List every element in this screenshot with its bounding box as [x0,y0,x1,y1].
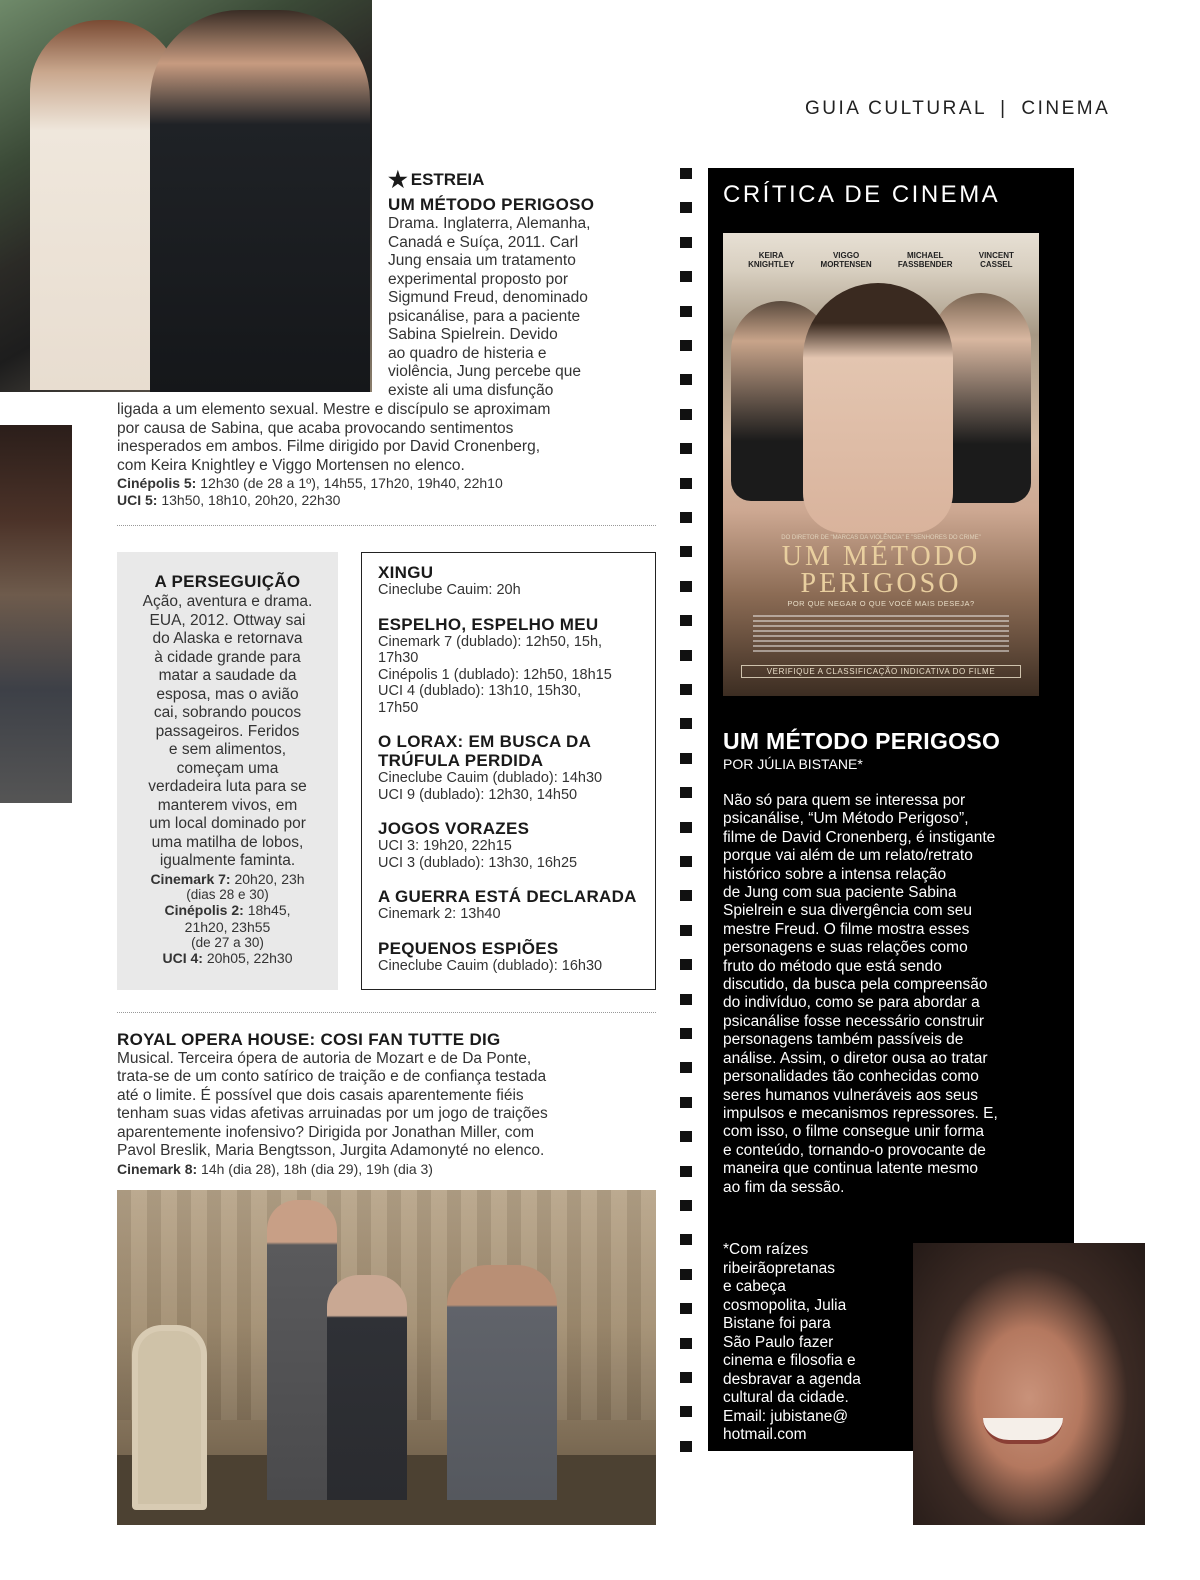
session-times: 12h30 (de 28 a 1º), 14h55, 17h20, 19h40, 22h10 [200,475,503,491]
film-perforation [680,202,692,213]
poster-director-line: DO DIRETOR DE "MARCAS DA VIOLÊNCIA" E "SENHORES DO CRIME" [781,535,981,541]
opera-title: ROYAL OPERA HOUSE: COSI FAN TUTTE DIG [117,1030,501,1049]
photo-perseguicao-crop [0,425,72,803]
listing-item [378,615,655,717]
listing-item [378,563,655,599]
poster-actor: KEIRA KNIGHTLEY [748,251,795,269]
listing-line: Cineclube Cauim (dublado): 16h30 [378,957,603,974]
listing-line: UCI 4 (dublado): 13h10, 15h30, [378,683,582,699]
perseguicao-box [117,552,338,990]
synopsis-line: e sem alimentos, [168,741,287,758]
poster-credits-block [753,615,1009,655]
session-times: 14h (dia 28), 18h (dia 29), 19h (dia 3) [201,1160,433,1177]
listing-line: Cinemark 2: 13h40 [378,906,501,922]
section-header [805,98,1110,120]
film-perforation [680,581,692,592]
listing-title: O LORAX: EM BUSCA DA [378,732,592,751]
author-note: *Com raízes ribeirãopretanas e cabeça cosmopolita, Julia Bistane foi para São Paulo fazer cinema e filosofia e desbravar a agenda cultural da cidade. Email: jubistane@ hotmail.com [723,1241,861,1443]
session-note: (dias 28 e 30) [186,887,269,902]
session-venue: UCI 5: [117,491,158,508]
review-byline: POR JÚLIA BISTANE* [723,756,863,772]
poster-actor: MICHAEL FASSBENDER [897,251,953,269]
poster-tagline: POR QUE NEGAR O QUE VOCÊ MAIS DESEJA? [787,599,975,608]
estreia-label [388,167,485,192]
listing-line: UCI 9 (dublado): 12h30, 14h50 [378,786,578,803]
session-venue: UCI 4: [162,950,203,966]
synopsis-line: violência, Jung percebe que [388,363,582,380]
film-perforation [680,994,692,1005]
listing-item [378,887,655,923]
synopsis-line: trata-se de um conto satírico de traição e de confiança testada [117,1068,547,1085]
session-times: 21h20, 23h55 [184,918,271,935]
listing-title: TRÚFULA PERDIDA [378,751,544,770]
synopsis-line: existe ali uma disfunção [388,381,554,399]
section-name: GUIA CULTURAL [805,98,987,119]
film-perforation [680,1062,692,1073]
synopsis-line: Canadá e Suíça, 2011. Carl [388,233,579,251]
film-perforation [680,409,692,420]
synopsis-line: um local dominado por [149,815,306,832]
film-perforation [680,1406,692,1417]
film-perforation [680,684,692,695]
film-perforation [680,340,692,351]
synopsis-line: Drama. Inglaterra, Alemanha, [388,215,591,232]
film-perforation [680,1303,692,1314]
synopsis-line: Sigmund Freud, denominado [388,289,588,306]
perseguicao-title: A PERSEGUIÇÃO [154,572,301,591]
session-note: (de 27 a 30) [191,935,264,950]
estreia-synopsis-narrow [388,215,628,400]
film-perforation [680,959,692,970]
film-perforation [680,650,692,661]
synopsis-line: igualmente faminta. [159,852,296,869]
listing-line: UCI 3: 19h20, 22h15 [378,838,512,854]
opera-section [117,1031,637,1177]
synopsis-line: passageiros. Feridos [155,722,300,740]
synopsis-line: cai, sobrando poucos [153,704,302,721]
film-perforation [680,1234,692,1245]
session-venue: Cinépolis 5: [117,475,197,491]
synopsis-line: à cidade grande para [154,648,301,666]
star-icon: ★ [388,167,408,192]
synopsis-line: uma matilha de lobos, [151,833,304,851]
listing-title: JOGOS VORAZES [378,819,530,838]
film-perforation [680,1200,692,1211]
session-line [127,950,328,967]
session-times: 20h20, 23h [234,870,305,887]
listing-line: 17h50 [378,699,419,716]
dotted-divider [117,1012,656,1013]
listing-item [378,732,655,803]
listing-item [378,819,655,871]
film-perforation [680,1131,692,1142]
film-perforation [680,1338,692,1349]
session-venue: Cinemark 7: [150,870,231,887]
synopsis-line: tenham suas vidas afetivas arruinadas por um jogo de traições [117,1105,548,1122]
session-line [127,871,328,888]
poster-actor: VINCENT CASSEL [978,251,1014,269]
film-perforation [680,168,692,179]
listing-title: PEQUENOS ESPIÕES [378,938,559,958]
session-venue: Cinépolis 2: [164,902,244,918]
synopsis-line: manterem vivos, em [157,796,298,814]
film-perforation [680,1097,692,1108]
film-perforation [680,237,692,248]
synopsis-line: experimental proposto por [388,270,569,288]
synopsis-line: Musical. Terceira ópera de autoria de Mozart e de Da Ponte, [117,1049,532,1067]
film-perforation [680,753,692,764]
synopsis-line: Jung ensaia um tratamento [388,252,576,269]
review-title: UM MÉTODO PERIGOSO [723,728,1001,754]
film-perforation [680,615,692,626]
film-perforation [680,1028,692,1039]
synopsis-line: aparentemente inofensivo? Dirigida por Jonathan Miller, com [117,1123,535,1141]
listing-line: Cinépolis 1 (dublado): 12h50, 18h15 [378,666,612,683]
synopsis-line: do Alaska e retornava [152,630,303,647]
synopsis-line: com Keira Knightley e Viggo Mortensen no elenco. [117,456,465,474]
poster-rating-notice: VERIFIQUE A CLASSIFICAÇÃO INDICATIVA DO FILME [741,665,1021,678]
synopsis-line: inesperados em ambos. Filme dirigido por David Cronenberg, [117,438,541,455]
synopsis-line: Pavol Breslik, Maria Bengtsson, Jurgita Adamonyté no elenco. [117,1142,545,1159]
poster-figure [803,283,953,533]
film-perforation [680,718,692,729]
photo-jung-sabina [0,0,372,392]
perseguicao-schedule [127,871,328,967]
film-perforation [680,890,692,901]
review-kicker: CRÍTICA DE CINEMA [723,181,1001,208]
film-perforation [680,787,692,798]
subsection-name: CINEMA [1021,98,1111,119]
film-perforation [680,512,692,523]
synopsis-line: Ação, aventura e drama. [142,593,313,610]
synopsis-line: psicanálise, para a paciente [388,307,581,325]
synopsis-line: matar a saudade da [158,667,297,684]
estreia-title: UM MÉTODO PERIGOSO [388,195,595,214]
film-perforation [680,443,692,454]
film-perforation [680,478,692,489]
film-perforation [680,1441,692,1452]
movie-poster [723,233,1039,696]
photo-author [913,1243,1145,1525]
session-venue: Cinemark 8: [117,1160,198,1177]
film-perforation [680,546,692,557]
listing-line: Cineclube Cauim (dublado): 14h30 [378,770,603,786]
listing-item [378,939,655,975]
listing-line: Cineclube Cauim: 20h [378,582,521,598]
film-perforation [680,306,692,317]
synopsis-line: verdadeira luta para se [148,778,307,795]
listing-title: XINGU [378,563,434,582]
poster-title: UM MÉTODO PERIGOSO [781,541,981,599]
film-perforation [680,856,692,867]
perseguicao-synopsis [127,593,328,871]
synopsis-line: EUA, 2012. Ottway sai [149,611,306,629]
header-separator: | [1000,98,1008,119]
film-perforation [680,1269,692,1280]
session-line [127,902,328,919]
estreia-label-text: ESTREIA [410,170,485,189]
synopsis-line: Sabina Spielrein. Devido [388,326,558,343]
film-perforation [680,374,692,385]
synopsis-line: esposa, mas o avião [156,685,299,703]
synopsis-line: ao quadro de histeria e [388,344,547,362]
review-body: Não só para quem se interessa por psicanálise, “Um Método Perigoso”, filme de David Cronenberg, é instigante porque vai além de um relato/retrato histórico sobre a intensa relação de Jung com sua paciente Sabina Spielrein e sua divergência com seu mestre Freud. O filme mostra esses personagens e suas relações como fruto do método que está sendo discutido, da busca pela compreensão do indivíduo, como se para abordar a psicanálise fosse necessário construir personagens também passíveis de análise. Assim, o diretor ousa ao tratar personalidades tão conhecidas como seres humanos vulneráveis aos seus impulsos e mecanismos repressores. E, com isso, o filme consegue unir forma e conteúdo, tornando-o provocante de maneira que continua latente mesmo ao fim da sessão. [723,792,998,1196]
film-perforation [680,925,692,936]
film-perforation [680,1166,692,1177]
listing-title: ESPELHO, ESPELHO MEU [378,614,599,634]
dotted-divider [117,525,656,526]
film-perforation [680,271,692,282]
listing-line: UCI 3 (dublado): 13h30, 16h25 [378,854,578,871]
poster-actor: VIGGO MORTENSEN [820,251,872,269]
session-line [117,475,642,492]
session-times: 20h05, 22h30 [206,950,293,966]
listing-line: 17h30 [378,650,419,666]
synopsis-line: até o limite. É possível que dois casais aparentemente fiéis [117,1086,524,1104]
synopsis-line: começam uma [176,759,279,777]
listing-line: Cinemark 7 (dublado): 12h50, 15h, [378,633,603,650]
session-times: 18h45, [247,902,291,918]
listings-box [361,552,656,990]
session-times: 13h50, 18h10, 20h20, 22h30 [161,491,341,508]
session-line [117,1161,637,1178]
estreia-synopsis-wide [117,401,642,508]
film-strip-decoration [680,168,694,1458]
film-perforation [680,1372,692,1383]
poster-actor-names [723,251,1039,269]
film-perforation [680,822,692,833]
photo-opera-stage [117,1190,656,1525]
synopsis-line: por causa de Sabina, que acaba provocando sentimentos [117,419,514,437]
session-line [117,492,642,509]
listing-title: A GUERRA ESTÁ DECLARADA [378,887,637,906]
synopsis-line: ligada a um elemento sexual. Mestre e discípulo se aproximam [117,401,551,418]
